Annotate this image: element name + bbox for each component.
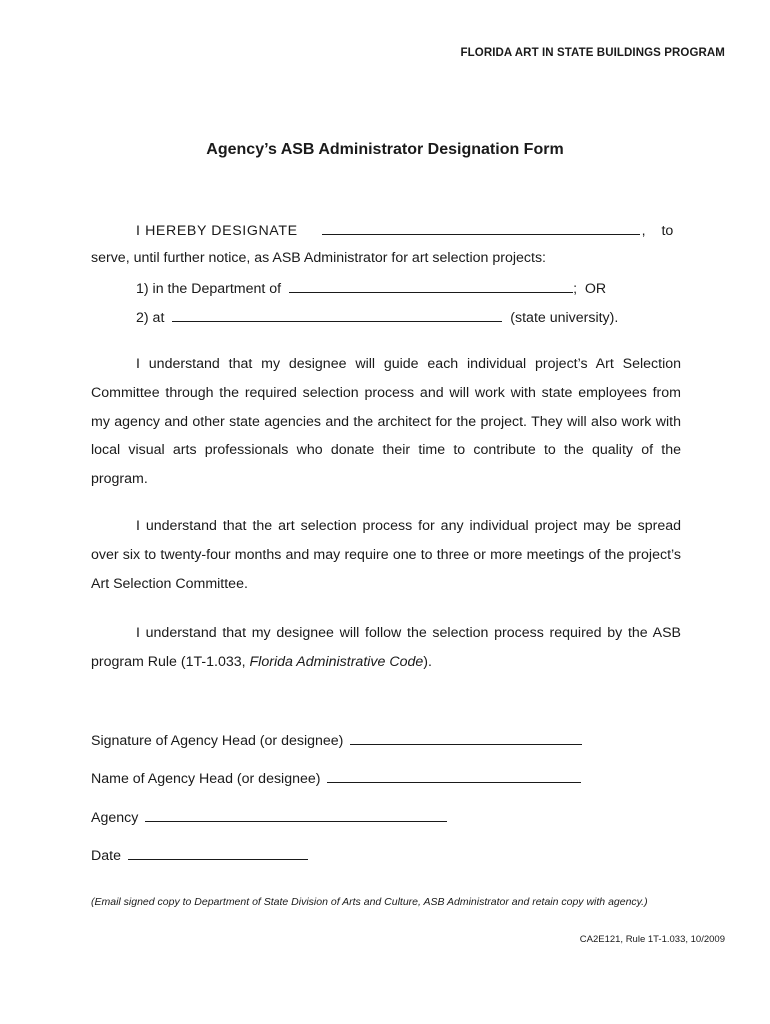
paragraph-2-text: I understand that the art selection process for any individual project may be spread over six to twenty-four months and may require one to three or more meetings of the project’s Art Selection Committee. xyxy=(91,518,681,592)
program-header: FLORIDA ART IN STATE BUILDINGS PROGRAM xyxy=(460,47,725,59)
paragraph-3-italic: Florida Administrative Code xyxy=(249,653,424,670)
university-blank[interactable] xyxy=(172,308,502,322)
signature-field xyxy=(91,731,582,749)
designate-label: I HEREBY DESIGNATE xyxy=(136,223,298,239)
option-university xyxy=(136,308,618,326)
date-blank[interactable] xyxy=(128,846,308,860)
paragraph-1-text: I understand that my designee will guide each individual project’s Art Selection Committee through the required selection process and will work with state employees from my agency and other state agencies and the architect for the project. They will also work with local visual arts professionals who donate their time to contribute to the quality of the program. xyxy=(91,356,681,488)
signature-blank[interactable] xyxy=(350,731,582,745)
department-blank[interactable] xyxy=(289,279,573,293)
designate-to: , to xyxy=(641,223,674,239)
option2-label: 2) at xyxy=(136,310,165,326)
date-field xyxy=(91,846,308,864)
name-label: Name of Agency Head (or designee) xyxy=(91,771,321,787)
option1-suffix: ; OR xyxy=(573,281,607,297)
signature-label: Signature of Agency Head (or designee) xyxy=(91,733,344,749)
agency-field xyxy=(91,808,447,826)
designee-blank[interactable] xyxy=(322,221,640,235)
paragraph-rule xyxy=(91,619,681,677)
option1-label: 1) in the Department of xyxy=(136,281,282,297)
paragraph-selection-timeline xyxy=(91,512,681,598)
option-department xyxy=(136,279,606,297)
paragraph-designee-duties xyxy=(91,350,681,494)
form-title: Agency’s ASB Administrator Designation Form xyxy=(206,141,564,158)
email-instructions: (Email signed copy to Department of State Division of Arts and Culture, ASB Administrator and retain copy with agency.) xyxy=(91,896,648,908)
designation-line-2: serve, until further notice, as ASB Administrator for art selection projects: xyxy=(91,250,546,266)
option2-suffix: (state university). xyxy=(510,310,619,326)
agency-blank[interactable] xyxy=(145,808,447,822)
agency-label: Agency xyxy=(91,810,139,826)
name-blank[interactable] xyxy=(327,769,581,783)
form-code: CA2E121, Rule 1T-1.033, 10/2009 xyxy=(579,934,725,945)
date-label: Date xyxy=(91,848,121,864)
name-field xyxy=(91,769,581,787)
paragraph-3-text: I understand that my designee will follow the selection process required by the ASB program Rule (1T-1.033, xyxy=(91,625,681,670)
paragraph-3-end: ). xyxy=(423,653,432,670)
designation-line xyxy=(136,221,673,239)
